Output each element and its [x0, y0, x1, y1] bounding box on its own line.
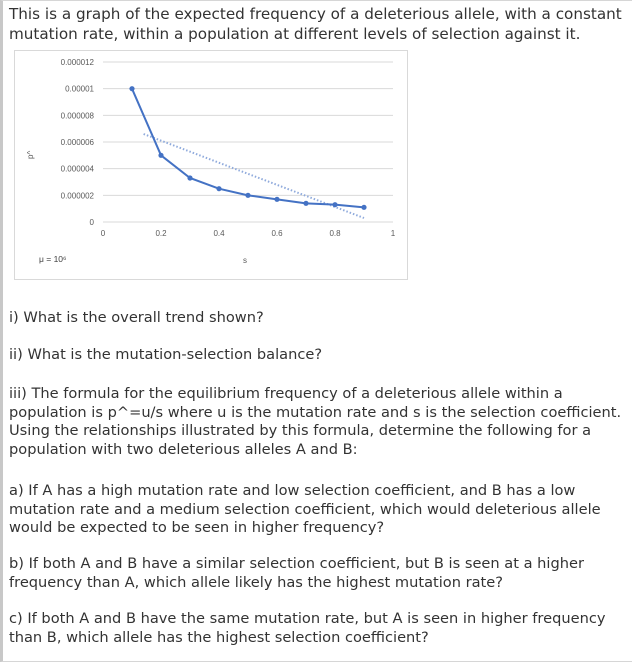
x-tick-label: 0.6 [271, 229, 283, 238]
x-tick-label: 0.8 [329, 229, 341, 238]
x-tick-label: 0.4 [213, 229, 225, 238]
y-tick-label: 0.00001 [65, 84, 94, 94]
data-point [332, 202, 337, 207]
y-axis-label: p^ [26, 150, 35, 159]
y-tick-label: 0 [89, 218, 94, 227]
data-point [158, 153, 163, 158]
y-tick-label: 0.000012 [60, 58, 94, 67]
question-3: iii) The formula for the equilibrium frequency of a deleterious allele within a population is p^=u/s where u is the mutation rate and s is the selection coefficient. Using the relationships illustrated by this formula, determine the following for a population with two deleterious alleles A and B: [9, 385, 622, 458]
data-point [245, 193, 250, 198]
data-points [129, 86, 366, 210]
x-axis-label: s [243, 256, 247, 265]
intro-text: This is a graph of the expected frequency of a deleterious allele, with a constant mutation rate, within a population at different levels of selection against it. [9, 5, 622, 43]
chart-container [14, 50, 408, 280]
question-a: a) If A has a high mutation rate and low selection coefficient, and B has a low mutation rate and a medium selection coefficient, which would deleterious allele would be expected to be seen in higher frequency? [9, 482, 601, 536]
data-point [361, 205, 366, 210]
question-1: i) What is the overall trend shown? [9, 309, 264, 326]
data-point [303, 201, 308, 206]
mutation-rate-annotation: μ = 10⁶ [39, 254, 67, 264]
data-point [274, 197, 279, 202]
frequency-chart [15, 51, 407, 279]
x-tick-label: 0.2 [155, 229, 167, 238]
y-tick-label: 0.000002 [60, 191, 94, 201]
question-2: ii) What is the mutation-selection balance? [9, 346, 323, 363]
series-line [132, 89, 364, 208]
y-tick-label: 0.000004 [60, 164, 94, 174]
chart-grid [103, 62, 393, 222]
question-c: c) If both A and B have the same mutation rate, but A is seen in higher frequency than B, which allele has the highest selection coefficient? [9, 610, 606, 646]
data-point [216, 186, 221, 191]
data-point [129, 86, 134, 91]
x-tick-label: 0 [100, 229, 106, 238]
y-tick-label: 0.000008 [60, 111, 94, 121]
x-tick-label: 1 [390, 229, 396, 238]
x-tick-labels [101, 229, 396, 238]
data-point [187, 175, 192, 180]
question-b: b) If both A and B have a similar selection coefficient, but B is seen at a higher frequency than A, which allele likely has the highest mutation rate? [9, 555, 584, 591]
y-tick-label: 0.000006 [60, 138, 94, 147]
y-tick-labels [61, 58, 95, 227]
